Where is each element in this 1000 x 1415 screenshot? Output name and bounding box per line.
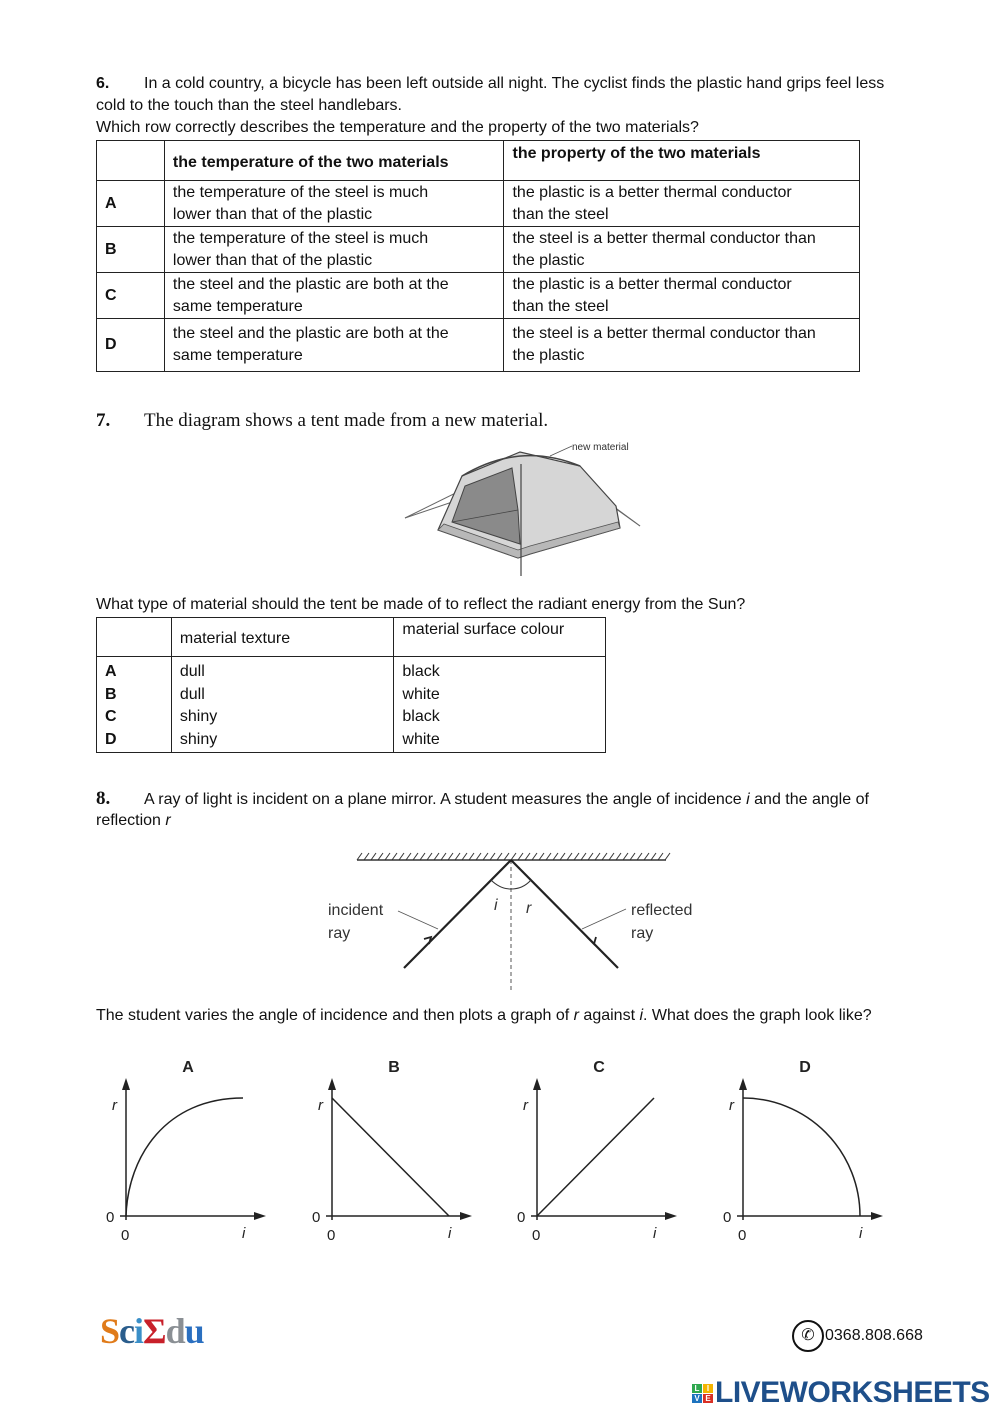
graph-line [332,1098,449,1216]
texture-cell: dull [171,684,394,707]
x-axis-arrow-icon [254,1212,266,1220]
table-header-row [97,141,860,181]
table-row[interactable] [97,706,606,729]
q6-number: 6. [96,75,110,92]
label-pointer [550,446,572,456]
header-cell [97,141,165,181]
reflected-label-1: reflected [631,902,693,919]
x-axis-arrow-icon [460,1212,472,1220]
x-axis-arrow-icon [871,1212,883,1220]
hatch-mark [511,853,516,860]
x-axis-label: i [653,1225,657,1242]
q6-text-line2: cold to the touch than the steel handlebars. [96,97,402,114]
cell-line: than the steel [512,205,609,223]
reflected-arrow-icon [587,937,596,944]
x-axis-label: i [859,1225,863,1242]
hatch-mark [399,853,404,860]
colour-cell: white [394,684,606,707]
phone-contact [792,1320,923,1352]
temp-cell [164,227,504,273]
cell-line: the temperature of the steel is much [172,229,429,247]
q7-text: The diagram shows a tent made from a new material. [144,410,549,431]
hatch-mark [532,853,537,860]
y-axis-arrow-icon [328,1078,336,1090]
header-cell: material texture [171,618,394,657]
tent-diagram [400,436,650,581]
temp-cell [164,181,504,227]
q6-question: Which row correctly describes the temperature and the property of the two materials? [96,119,699,136]
badge-letter: V [692,1394,702,1403]
hatch-mark [560,853,565,860]
hatch-mark [609,853,614,860]
hatch-mark [476,853,481,860]
q7-question: What type of material should the tent be made of to reflect the radiant energy from the Sun? [96,596,746,613]
texture-cell: shiny [171,729,394,752]
graph-letter: A [182,1059,194,1076]
hatch-mark [644,853,649,860]
prop-cell [504,181,860,227]
q8-number: 8. [96,788,111,809]
table-header-row [97,618,606,657]
q8-text: reflection [96,812,166,829]
header-cell [97,618,172,657]
hatch-mark [385,853,390,860]
graph-letter: C [593,1059,605,1076]
graph-c[interactable] [507,1052,687,1247]
table-row[interactable] [97,181,860,227]
angle-i-label: i [494,897,498,914]
incident-label-2: ray [328,925,351,942]
q8-text: A ray of light is incident on a plane mirror. A student measures the angle of incidence [144,791,747,808]
q7-text-line [96,410,548,432]
x-origin-label: 0 [532,1227,541,1244]
temp-cell [164,273,504,319]
y-axis-label: r [729,1097,734,1114]
live-badge-icon [692,1384,713,1403]
hatch-mark [469,853,474,860]
hatch-mark [420,853,425,860]
table-row[interactable] [97,319,860,372]
hatch-mark [392,853,397,860]
new-material-label: new material [572,442,629,453]
x-axis-label: i [242,1225,246,1242]
hatch-mark [455,853,460,860]
prop-cell [504,273,860,319]
table-row[interactable] [97,273,860,319]
prop-cell [504,227,860,273]
cell-line: the steel is a better thermal conductor than [512,325,816,342]
hatch-mark [483,853,488,860]
y-axis-label: r [112,1097,117,1114]
incident-label-1: incident [328,902,384,919]
hatch-mark [448,853,453,860]
q8-text: and the angle of [749,791,869,808]
hatch-mark [658,853,663,860]
hatch-mark [546,853,551,860]
incident-ray [404,860,511,968]
hatch-mark [574,853,579,860]
option-label: D [97,729,172,752]
hatch-mark [490,853,495,860]
badge-letter: I [703,1384,713,1393]
prop-cell [504,319,860,372]
hatch-mark [630,853,635,860]
graph-letter: D [799,1059,811,1076]
option-label: B [97,684,172,707]
hatch-mark [406,853,411,860]
hatch-mark [525,853,530,860]
liveworksheets-logo [692,1376,990,1410]
option-label: A [97,181,165,227]
hatch-mark [371,853,376,860]
x-axis-label: i [448,1225,452,1242]
colour-cell: white [394,729,606,752]
cell-line: the steel is a better thermal conductor than [512,229,816,247]
hatch-mark [427,853,432,860]
x-origin-label: 0 [327,1227,336,1244]
graph-line [743,1098,860,1216]
hatch-mark [413,853,418,860]
graph-line [126,1098,243,1216]
angle-r-label: r [526,900,532,917]
cell-line: the plastic [512,347,585,364]
cell-line: the plastic is a better thermal conductor [512,275,792,293]
header-cell: material surface colour [394,618,606,657]
liveworksheets-text: LIVEWORKSHEETS [715,1376,990,1409]
cell-line: lower than that of the plastic [172,205,373,223]
cell-line: same temperature [172,347,303,364]
y-origin-label: 0 [517,1209,526,1226]
hatch-mark [504,853,509,860]
cell-line: lower than that of the plastic [172,251,373,269]
q8-text: . What does the graph look like? [643,1007,872,1024]
hatch-mark [651,853,656,860]
q7-options-table [96,617,606,753]
graph-d[interactable] [713,1052,893,1247]
angle-i-arc [491,880,511,889]
hatch-mark [539,853,544,860]
hatch-mark [462,853,467,860]
cell-line: than the steel [512,297,609,315]
q6-text: In a cold country, a bicycle has been left outside all night. The cyclist finds the plastic hand grips feel less [144,75,885,92]
colour-cell: black [394,657,606,684]
header-cell: the temperature of the two materials [164,141,504,181]
q8-text-line2 [96,810,171,832]
table-row[interactable] [97,227,860,273]
phone-number: 0368.808.668 [825,1327,923,1344]
cell-line: the steel and the plastic are both at the [172,275,449,293]
hatch-mark [616,853,621,860]
reflected-pointer [582,909,626,929]
hatch-mark [497,853,502,860]
header-cell: the property of the two materials [504,141,860,181]
cell-line: the steel and the plastic are both at the [172,325,449,342]
hatch-mark [567,853,572,860]
q8-text-line1 [96,788,869,811]
y-origin-label: 0 [106,1209,115,1226]
option-label: B [97,227,165,273]
reflected-label-2: ray [631,925,654,942]
hatch-mark [623,853,628,860]
texture-cell: shiny [171,706,394,729]
x-axis-arrow-icon [665,1212,677,1220]
symbol-r: r [573,1007,579,1024]
table-row[interactable] [97,729,606,752]
hatch-mark [637,853,642,860]
cell-line: the temperature of the steel is much [172,183,429,201]
y-origin-label: 0 [312,1209,321,1226]
badge-letter: E [703,1394,713,1403]
cell-line: same temperature [172,297,303,315]
phone-icon: ✆ [792,1320,824,1352]
cell-line: the plastic is a better thermal conductor [512,183,792,201]
option-label: D [97,319,165,372]
x-origin-label: 0 [121,1227,130,1244]
y-origin-label: 0 [723,1209,732,1226]
graph-b[interactable] [302,1052,482,1247]
cell-line: the plastic [512,251,585,269]
q8-text: against [578,1007,640,1024]
sciedu-logo: SciΣdu [100,1311,204,1351]
y-axis-label: r [318,1097,323,1114]
temp-cell [164,319,504,372]
hatch-mark [595,853,600,860]
y-axis-arrow-icon [739,1078,747,1090]
badge-letter: L [692,1384,702,1393]
texture-cell: dull [171,657,394,684]
q8-question [96,1005,872,1027]
graph-letter: B [388,1059,400,1076]
mirror-diagram [320,845,710,995]
hatch-mark [357,853,362,860]
hatch-mark [602,853,607,860]
symbol-i: i [746,791,750,808]
hatch-mark [434,853,439,860]
option-label: C [97,706,172,729]
y-axis-arrow-icon [533,1078,541,1090]
y-axis-arrow-icon [122,1078,130,1090]
q6-options-table [96,140,860,372]
hatch-mark [581,853,586,860]
angle-r-arc [511,880,531,889]
hatch-mark [588,853,593,860]
hatch-mark [441,853,446,860]
option-label: A [97,657,172,684]
symbol-i: i [639,1007,644,1024]
x-origin-label: 0 [738,1227,747,1244]
hatch-mark [518,853,523,860]
y-axis-label: r [523,1097,528,1114]
hatch-mark [364,853,369,860]
q6-text-line1 [96,73,884,95]
q8-text: The student varies the angle of incidence and then plots a graph of [96,1007,574,1024]
colour-cell: black [394,706,606,729]
option-label: C [97,273,165,319]
q7-number: 7. [96,410,111,431]
graph-line [537,1098,654,1216]
table-row[interactable] [97,684,606,707]
table-row[interactable] [97,657,606,684]
hatch-mark [665,853,670,860]
incident-pointer [398,911,438,929]
hatch-mark [553,853,558,860]
hatch-mark [378,853,383,860]
symbol-r: r [165,812,171,829]
graph-a[interactable] [96,1052,276,1247]
